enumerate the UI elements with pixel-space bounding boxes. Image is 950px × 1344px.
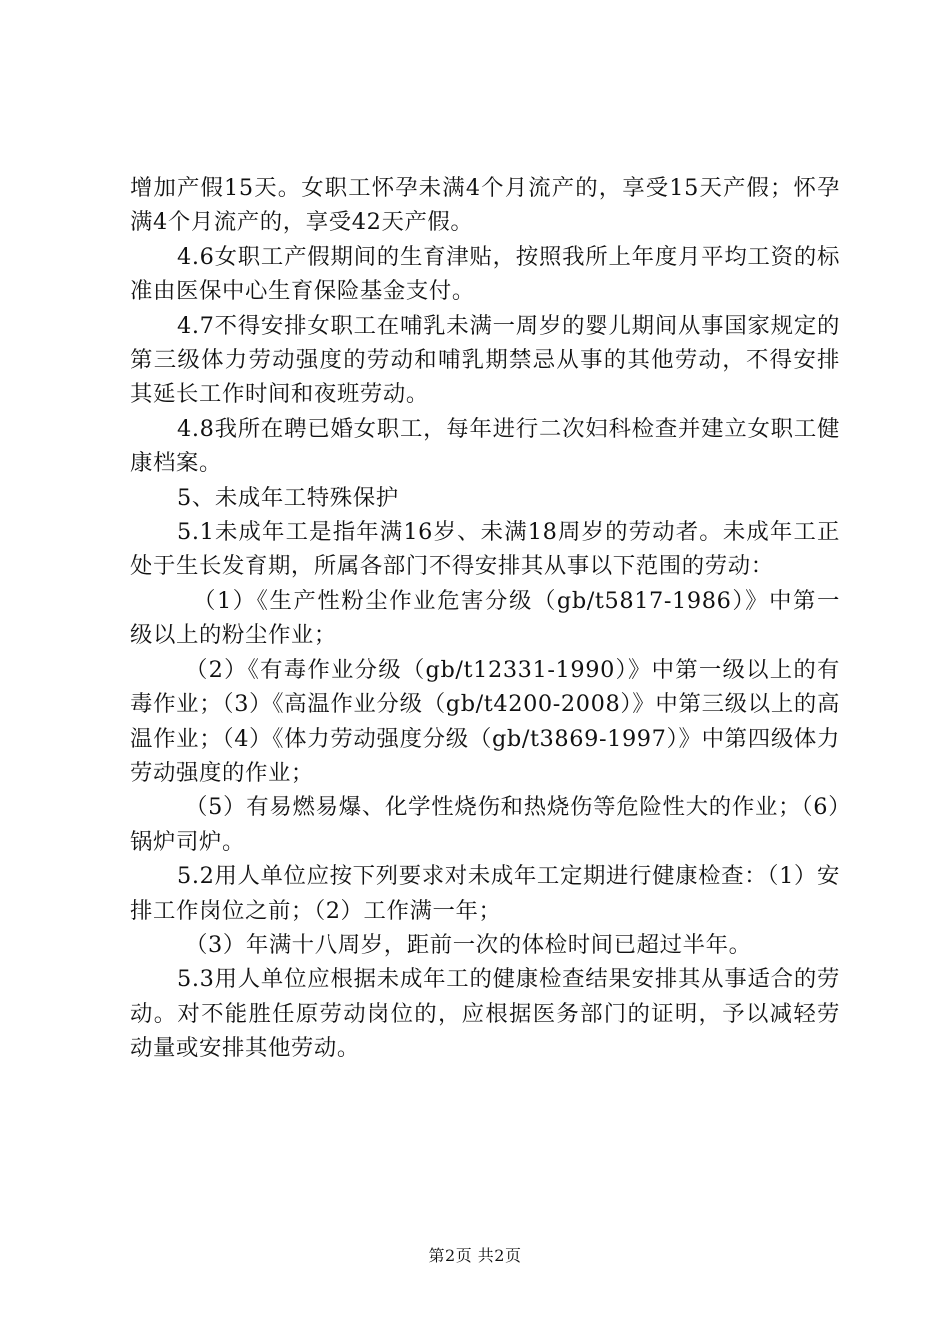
paragraph-maternity-leave: 增加产假15天。女职工怀孕未满4个月流产的，享受15天产假；怀孕满4个月流产的，享受42天产假。: [130, 175, 840, 236]
list-item-1: （1）《生产性粉尘作业危害分级（gb/t5817-1986）》中第一级以上的粉尘作业；: [130, 587, 840, 649]
paragraph-4-8: 4.8我所在聘已婚女职工，每年进行二次妇科检查并建立女职工健康档案。: [130, 415, 840, 477]
page-footer: 第2页 共2页: [428, 1246, 522, 1265]
paragraph-5-1: 5.1未成年工是指年满16岁、未满18周岁的劳动者。未成年工正处于生长发育期，所属各部门不得安排其从事以下范围的劳动：: [130, 519, 840, 580]
list-item-5-6: （5）有易燃易爆、化学性烧伤和热烧伤等危险性大的作业；（6）锅炉司炉。: [130, 794, 840, 855]
list-item-2-4: （2）《有毒作业分级（gb/t12331-1990）》中第一级以上的有毒作业；（3）《高温作业分级（gb/t4200-2008）》中第三级以上的高温作业；（4）《体力劳动强度分级（gb/t3869-1997）》中第四级体力劳动强度的作业；: [130, 656, 840, 786]
paragraph-5-3: 5.3用人单位应根据未成年工的健康检查结果安排其从事适合的劳动。对不能胜任原劳动岗位的，应根据医务部门的证明，予以减轻劳动量或安排其他劳动。: [130, 966, 840, 1062]
section-heading-5: 5、未成年工特殊保护: [177, 484, 399, 511]
paragraph-5-2: 5.2用人单位应按下列要求对未成年工定期进行健康检查：（1）安排工作岗位之前；（2）工作满一年；: [130, 863, 840, 924]
paragraph-4-7: 4.7不得安排女职工在哺乳未满一周岁的婴儿期间从事国家规定的第三级体力劳动强度的劳动和哺乳期禁忌从事的其他劳动，不得安排其延长工作时间和夜班劳动。: [130, 312, 840, 408]
paragraph-4-6: 4.6女职工产假期间的生育津贴，按照我所上年度月平均工资的标准由医保中心生育保险基金支付。: [130, 243, 840, 305]
document-body: [130, 171, 840, 1066]
list-item-3-age: （3）年满十八周岁，距前一次的体检时间已超过半年。: [185, 931, 752, 958]
